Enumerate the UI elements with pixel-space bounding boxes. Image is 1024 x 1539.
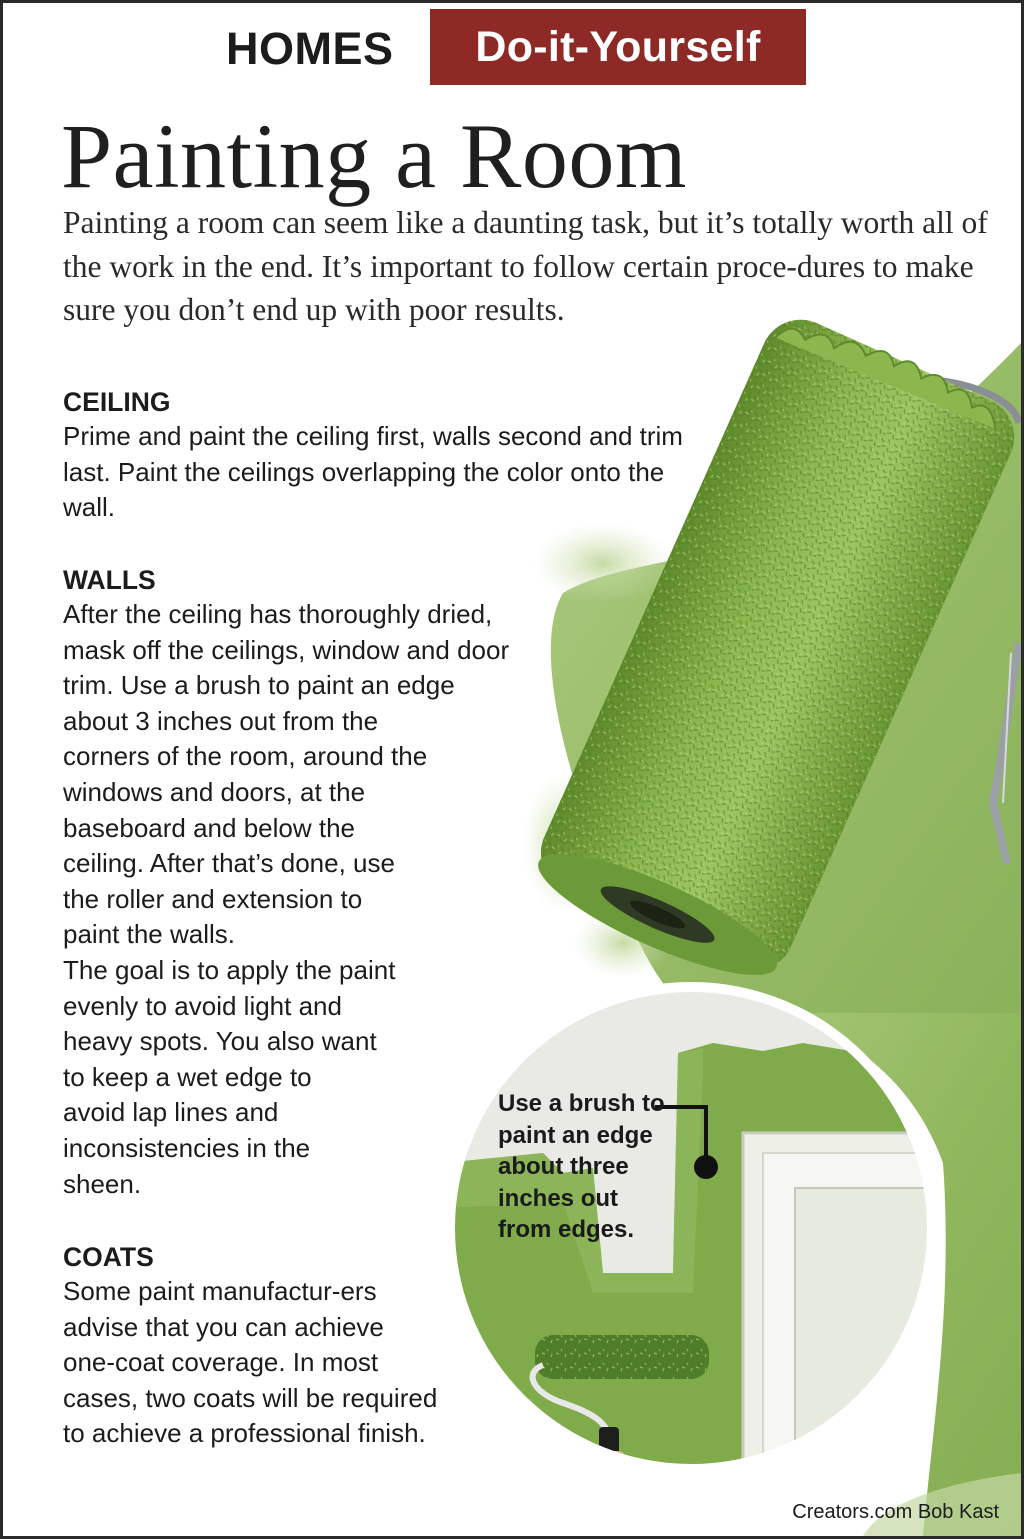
text-line: to keep a wet edge to (63, 1061, 312, 1092)
text-line: After the ceiling has thoroughly dried, (63, 599, 493, 629)
text-line: windows and doors, at the (63, 776, 366, 807)
section-heading: WALLS (63, 565, 156, 595)
text-line: paint the walls. (63, 919, 235, 950)
text-line: baseboard and below the (63, 812, 356, 843)
text-line: sheen. (63, 1168, 142, 1199)
section-body: Prime and paint the ceiling first, walls second and trim last. Paint the ceilings overlapping the color onto the wall. (63, 421, 683, 523)
text-line: The goal is to apply the paint (63, 954, 396, 985)
section-heading: COATS (63, 1242, 154, 1272)
page-header (3, 9, 1024, 87)
diy-banner: Do-it-Yourself (430, 9, 806, 85)
text-line: avoid lap lines and (63, 1097, 279, 1128)
text-line: trim. Use a brush to paint an edge (63, 670, 455, 701)
text-line: mask off the ceilings, window and door (63, 634, 510, 665)
text-line: corners of the room, around the (63, 741, 428, 772)
section-body: Some paint manufactur-ers advise that you can achieve one-coat coverage. In most cases, two coats will be required to achieve a professional finish. (63, 1276, 438, 1449)
text-line: ceiling. After that’s done, use (63, 848, 395, 879)
text-line: the roller and extension to (63, 883, 363, 914)
article-title: Painting a Room (61, 105, 687, 207)
section-ceiling (63, 385, 693, 526)
inset-callout-text: Use a brush to paint an edge about three inches out from edges. (498, 1090, 665, 1243)
text-line: inconsistencies in the (63, 1132, 311, 1163)
section-label: HOMES (226, 23, 394, 74)
text-line: about 3 inches out from the (63, 705, 379, 736)
intro-paragraph: Painting a room can seem like a daunting task, but it’s totally worth all of the work in the end. It’s important to follow certain proce-dures to make sure you don’t end up with poor results. (63, 205, 988, 327)
section-heading: CEILING (63, 387, 171, 417)
text-line: heavy spots. You also want (63, 1026, 377, 1057)
text-line: evenly to avoid light and (63, 990, 342, 1021)
image-credit: Creators.com Bob Kast (792, 1501, 999, 1523)
section-coats (63, 1240, 443, 1452)
